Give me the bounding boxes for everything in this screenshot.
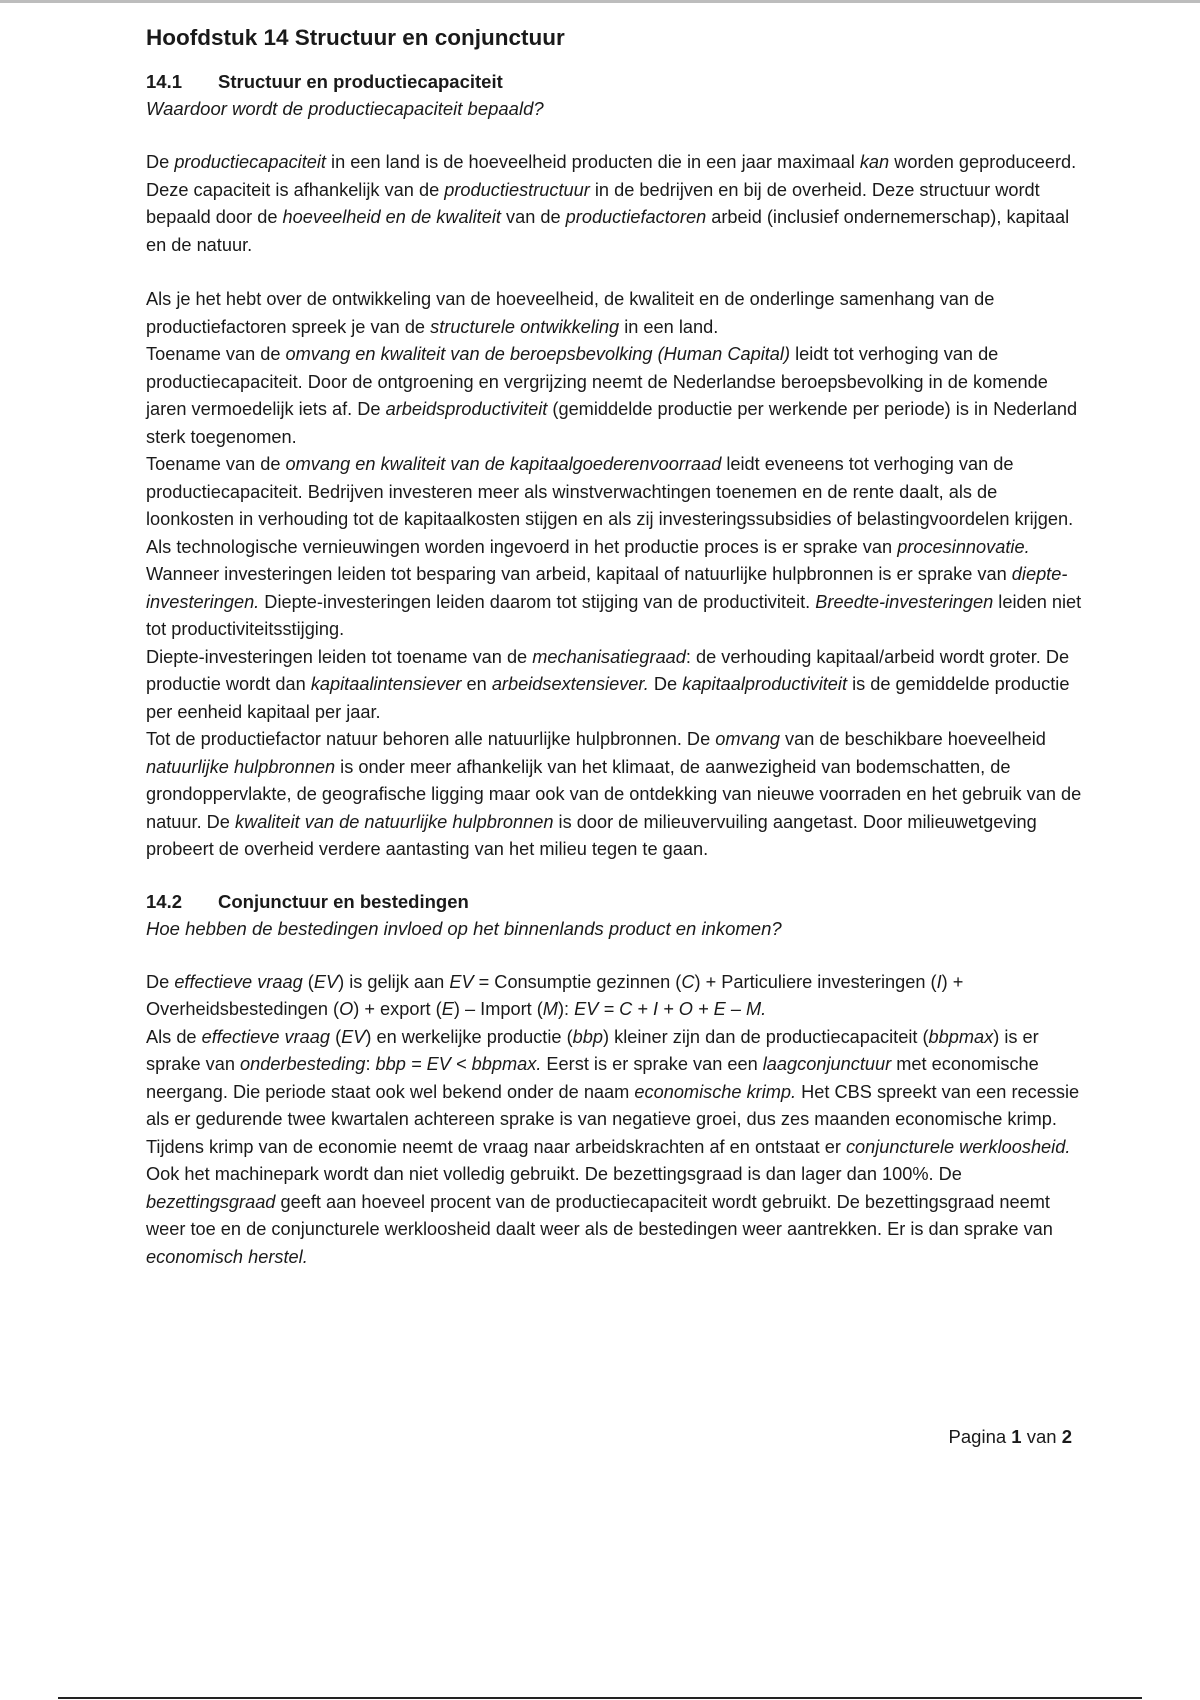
emphasized-term: bbp — [572, 1026, 603, 1047]
chapter-title: Hoofdstuk 14 Structuur en conjunctuur — [146, 25, 565, 50]
paragraph: Toename van de omvang en kwaliteit van de kapitaalgoederenvoorraad leidt eveneens tot verhoging van de productiecapaciteit. Bedrijven investeren meer als winstverwachtingen toenemen en de rente daalt, als de loonkosten in verhouding tot de kapitaalkosten stijgen en als zij investeringssubsidies of belastingvoordelen krijgen. — [146, 454, 1074, 529]
paragraph: Als technologische vernieuwingen worden ingevoerd in het productie proces is er sprake van procesinnovatie. Wanneer investeringen leiden tot besparing van arbeid, kapitaal of natuurlijke hulpbronnen is er sprake van diepte-investeringen. Diepte-investeringen leiden daarom tot stijging van de productiviteit. Breedte-investeringen leiden niet tot productiviteitsstijging. — [146, 536, 1082, 639]
emphasized-term: EV — [449, 971, 474, 992]
paragraph: Als je het hebt over de ontwikkeling van de hoeveelheid, de kwaliteit en de onderlinge samenhang van de productiefactoren spreek je van de structurele ontwikkeling in een land. — [146, 289, 995, 337]
emphasized-term: omvang — [715, 729, 780, 749]
current-page: 1 — [1011, 1426, 1022, 1447]
emphasized-term: EV — [341, 1026, 366, 1047]
emphasized-term: hoeveelheid en de kwaliteit — [282, 207, 501, 227]
section-question: Hoe hebben de bestedingen invloed op het binnenlands product en inkomen? — [146, 917, 782, 939]
paragraph: De effectieve vraag (EV) is gelijk aan EV = Consumptie gezinnen (C) + Particuliere investeringen (I) + Overheidsbestedingen (O) + export (E) – Import (M): EV = C + I + O + E – M. — [146, 971, 964, 1019]
paragraph: Als de effectieve vraag (EV) en werkelijke productie (bbp) kleiner zijn dan de productiecapaciteit (bbpmax) is er sprake van onderbesteding: bbp = EV < bbpmax. Eerst is er sprake van een laagconjunctuur met economische neergang. Die periode staat ook wel bekend onder de naam economische krimp. Het CBS spreekt van een recessie als er gedurende twee kwartalen achtereen sprake is van negatieve groei, dus zes maanden economische krimp. Tijdens krimp van de economie neemt de vraag naar arbeidskrachten af en ontstaat er conjuncturele werkloosheid. Ook het machinepark wordt dan niet volledig gebruikt. De bezettingsgraad is dan lager dan 100%. De bezettingsgraad geeft aan hoeveel procent van de productiecapaciteit wordt gebruikt. De bezettingsgraad neemt weer toe en de conjuncturele werkloosheid daalt weer als de bestedingen weer aantrekken. Er is dan sprake van economisch herstel. — [146, 1026, 1080, 1267]
emphasized-term: natuurlijke hulpbronnen — [146, 756, 336, 777]
total-pages: 2 — [1061, 1426, 1072, 1447]
emphasized-term: arbeidsproductiviteit — [385, 399, 548, 419]
emphasized-term: kwaliteit van de natuurlijke hulpbronnen — [234, 811, 554, 832]
paragraph: Diepte-investeringen leiden tot toename van de mechanisatiegraad: de verhouding kapitaal/arbeid wordt groter. De productie wordt dan kapitaalintensiever en arbeidsextensiever. De kapitaalproductiviteit is de gemiddelde productie per eenheid kapitaal per jaar. — [146, 646, 1070, 722]
emphasized-term: structurele ontwikkeling — [430, 316, 620, 337]
emphasized-term: C — [681, 971, 695, 992]
emphasized-term: I — [936, 971, 942, 992]
emphasized-term: bezettingsgraad — [146, 1191, 276, 1212]
section-title: Structuur en productiecapaciteit — [218, 71, 503, 92]
emphasized-term: economische krimp. — [634, 1081, 797, 1102]
document-page — [146, 20, 1086, 1271]
emphasized-term: laagconjunctuur — [762, 1054, 892, 1074]
page-number — [880, 1426, 1072, 1448]
emphasized-term: kan — [859, 152, 890, 172]
section-question: Waardoor wordt de productiecapaciteit bepaald? — [146, 98, 544, 119]
emphasized-term: conjuncturele werkloosheid. — [845, 1136, 1071, 1157]
section-number: 14.1 — [146, 71, 183, 92]
emphasized-term: economisch herstel. — [146, 1246, 308, 1267]
emphasized-term: Breedte-investeringen — [815, 591, 994, 612]
emphasized-term: E — [441, 999, 454, 1019]
emphasized-term: EV — [313, 971, 339, 992]
paragraph: Tot de productiefactor natuur behoren alle natuurlijke hulpbronnen. De omvang van de beschikbare hoeveelheid natuurlijke hulpbronnen is onder meer afhankelijk van het klimaat, de aanwezigheid van bodemschatten, de grondoppervlakte, de geografische ligging maar ook van de ontdekking van nieuwe voorraden en het gebruik van de natuur. De kwaliteit van de natuurlijke hulpbronnen is door de milieuvervuiling aangetast. Door milieuwetgeving probeert de overheid verdere aantasting van het milieu tegen te gaan. — [146, 729, 1082, 859]
emphasized-term: bbp = EV < bbpmax. — [375, 1054, 542, 1074]
emphasized-term: EV = C + I + O + E – M. — [574, 999, 767, 1019]
section-title: Conjunctuur en bestedingen — [218, 890, 469, 912]
emphasized-term: kapitaalproductiviteit — [682, 674, 848, 694]
paragraph: Toename van de omvang en kwaliteit van de beroepsbevolking (Human Capital) leidt tot verhoging van de productiecapaciteit. Door de ontgroening en vergrijzing neemt de Nederlandse beroepsbevolking in de komende jaren vermoedelijk iets af. De arbeidsproductiviteit (gemiddelde productie per werkende per periode) is in Nederland sterk toegenomen. — [146, 344, 1078, 447]
paragraph: De productiecapaciteit in een land is de hoeveelheid producten die in een jaar maximaal kan worden geproduceerd. Deze capaciteit is afhankelijk van de productiestructuur in de bedrijven en bij de overheid. Deze structuur wordt bepaald door de hoeveelheid en de kwaliteit van de productiefactoren arbeid (inclusief ondernemerschap), kapitaal en de natuur. — [146, 152, 1077, 255]
page-label: Pagina — [948, 1426, 1007, 1447]
section-number: 14.2 — [146, 890, 183, 912]
emphasized-term: productiecapaciteit — [174, 152, 326, 172]
emphasized-term: diepte-investeringen. — [146, 564, 1068, 612]
emphasized-term: bbpmax — [928, 1026, 994, 1047]
emphasized-term: kapitaalintensiever — [310, 674, 462, 694]
section-heading — [146, 888, 1086, 915]
emphasized-term: effectieve vraag — [174, 971, 303, 992]
bottom-border — [58, 1697, 1142, 1699]
emphasized-term: M — [542, 999, 558, 1019]
emphasized-term: O — [339, 999, 354, 1019]
page-of-label: van — [1026, 1426, 1057, 1447]
emphasized-term: onderbesteding — [240, 1054, 366, 1074]
section-heading — [146, 68, 1086, 95]
emphasized-term: effectieve vraag — [201, 1026, 331, 1047]
emphasized-term: productiestructuur — [444, 179, 590, 200]
section-14-1 — [146, 68, 1086, 864]
emphasized-term: arbeidsextensiever. — [491, 674, 649, 694]
top-border — [0, 0, 1200, 3]
emphasized-term: omvang en kwaliteit van de beroepsbevolking (Human Capital) — [285, 344, 791, 364]
emphasized-term: procesinnovatie. — [897, 536, 1030, 557]
emphasized-term: mechanisatiegraad — [532, 646, 686, 667]
emphasized-term: productiefactoren — [565, 207, 707, 227]
section-14-2 — [146, 888, 1086, 1272]
emphasized-term: omvang en kwaliteit van de kapitaalgoederenvoorraad — [285, 454, 722, 474]
